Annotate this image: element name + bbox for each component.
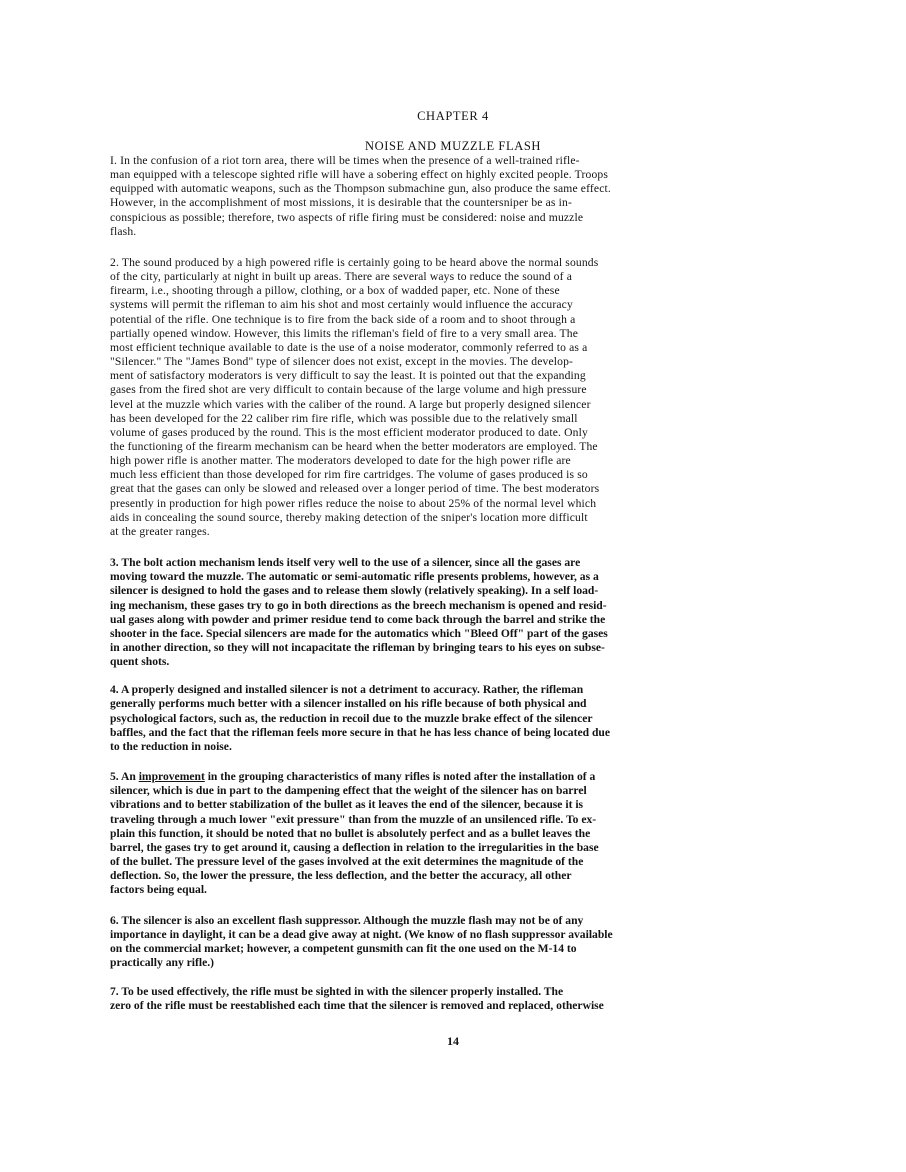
text-line: deflection. So, the lower the pressure, the less deflection, and the better the accuracy, all other [110,869,572,883]
text-run: in the grouping characteristics of many rifles is noted after the installation of a [204,770,596,784]
text-run: 5. An [110,770,139,784]
text-line: However, in the accomplishment of most missions, it is desirable that the countersniper be as in- [110,196,572,210]
text-line: quent shots. [110,655,170,669]
text-line: presently in production for high power rifles reduce the noise to about 25% of the normal level which [110,496,597,510]
text-line: firearm, i.e., shooting through a pillow, clothing, or a box of wadded paper, etc. None of these [110,284,560,298]
text-line: practically any rifle.) [110,955,214,969]
page-number: 14 [447,1034,459,1048]
text-line: to the reduction in noise. [110,739,232,753]
text-line: moving toward the muzzle. The automatic or semi-automatic rifle presents problems, however, as a [110,570,599,584]
text-line: of the city, particularly at night in built up areas. There are several ways to reduce the sound of a [110,270,572,284]
text-line: psychological factors, such as, the reduction in recoil due to the muzzle brake effect of the silencer [110,711,593,725]
text-line: great that the gases can only be slowed and released over a longer period of time. The best moderators [110,482,600,496]
text-line: gases from the fired shot are very difficult to contain because of the large volume and high pressure [110,383,587,397]
text-line: traveling through a much lower "exit pressure" than from the muzzle of an unsilenced rifle. To ex- [110,812,597,826]
text-line: much less efficient than those developed for rim fire cartridges. The volume of gases produced is so [110,468,588,482]
text-line: conspicious as possible; therefore, two aspects of rifle firing must be considered: noise and muzzle [110,210,584,224]
text-line: man equipped with a telescope sighted rifle will have a sobering effect on highly excited people. Troops [110,168,609,182]
text-line: most efficient technique available to date is the use of a noise moderator, commonly referred to as a [110,340,588,354]
text-line: 6. The silencer is also an excellent flash suppressor. Although the muzzle flash may not be of any [110,913,584,927]
body-text [110,154,816,1026]
text-line: I. In the confusion of a riot torn area, there will be times when the presence of a well-trained rifle- [110,154,580,167]
text-line: potential of the rifle. One technique is to fire from the back side of a room and to shoot through a [110,312,576,326]
paragraph-2 [110,256,816,539]
paragraph-5 [110,770,816,897]
text-line-with-underline [110,770,816,784]
text-line: 7. To be used effectively, the rifle must be sighted in with the silencer properly installed. The [110,985,564,999]
text-line: 4. A properly designed and installed silencer is not a detriment to accuracy. Rather, the rifleman [110,683,584,697]
underlined-word: improvement [138,770,205,784]
text-line: "Silencer." The "James Bond" type of silencer does not exist, except in the movies. The develop- [110,355,574,369]
chapter-heading: CHAPTER 4 [417,109,489,123]
section-title: NOISE AND MUZZLE FLASH [364,139,542,153]
text-line: 2. The sound produced by a high powered rifle is certainly going to be heard above the normal sounds [110,255,599,269]
text-line: vibrations and to better stabilization of the bullet as it leaves the end of the silencer, because it is [110,798,584,812]
text-line: silencer is designed to hold the gases and to release them slowly (relatively speaking). In a self load- [110,584,599,598]
paragraph-3 [110,556,816,669]
text-line: flash. [110,224,137,238]
text-line: shooter in the face. Special silencers are made for the automatics which "Bleed Off" part of the gases [110,626,608,640]
text-line: plain this function, it should be noted that no bullet is absolutely perfect and as a bullet leaves the [110,826,591,840]
text-line: in another direction, so they will not incapacitate the rifleman by bringing tears to his eyes on subse- [110,641,605,654]
text-line: volume of gases produced by the round. This is the most efficient moderator produced to date. Only [110,425,588,439]
text-line: at the greater ranges. [110,524,210,538]
text-line: ual gases along with powder and primer residue tend to come back through the barrel and strike the [110,612,606,626]
text-line: barrel, the gases try to get around it, causing a deflection in relation to the irregularities in the base [110,840,599,854]
text-line: ing mechanism, these gases try to go in both directions as the breech mechanism is opened and resid- [110,598,607,612]
text-line: has been developed for the 22 caliber rim fire rifle, which was possible due to the relatively small [110,411,578,425]
text-line: of the bullet. The pressure level of the gases involved at the exit determines the magnitude of the [110,855,584,869]
text-line: baffles, and the fact that the rifleman feels more secure in that he has less chance of being located due [110,725,610,739]
paragraph-7 [110,985,816,1013]
text-line: systems will permit the rifleman to aim his shot and most certainly would influence the accuracy [110,298,573,312]
text-line: on the commercial market; however, a competent gunsmith can fit the one used on the M-14 to [110,941,577,955]
paragraph-1 [110,154,816,239]
text-line: zero of the rifle must be reestablished each time that the silencer is removed and replaced, otherwise [110,999,604,1013]
text-line: equipped with automatic weapons, such as the Thompson submachine gun, also produce the same effect. [110,182,611,196]
text-line: generally performs much better with a silencer installed on his rifle because of both physical and [110,697,587,711]
text-line: importance in daylight, it can be a dead give away at night. (We know of no flash suppressor available [110,927,613,941]
text-line: the functioning of the firearm mechanism can be heard when the better moderators are employed. The [110,439,598,453]
text-line: 3. The bolt action mechanism lends itself very well to the use of a silencer, since all the gases are [110,556,581,570]
text-line: ment of satisfactory moderators is very difficult to say the least. It is pointed out that the expanding [110,369,586,383]
paragraph-6 [110,914,816,971]
paragraph-4 [110,683,816,754]
text-line: factors being equal. [110,883,207,897]
text-line: high power rifle is another matter. The moderators developed to date for the high power rifle are [110,454,571,468]
text-line: silencer, which is due in part to the dampening effect that the weight of the silencer has on barrel [110,784,587,798]
text-line: partially opened window. However, this limits the rifleman's field of fire to a very small area. The [110,326,578,340]
text-line: aids in concealing the sound source, thereby making detection of the sniper's location more difficult [110,510,588,524]
text-line: level at the muzzle which varies with the caliber of the round. A large but properly designed silencer [110,397,591,411]
